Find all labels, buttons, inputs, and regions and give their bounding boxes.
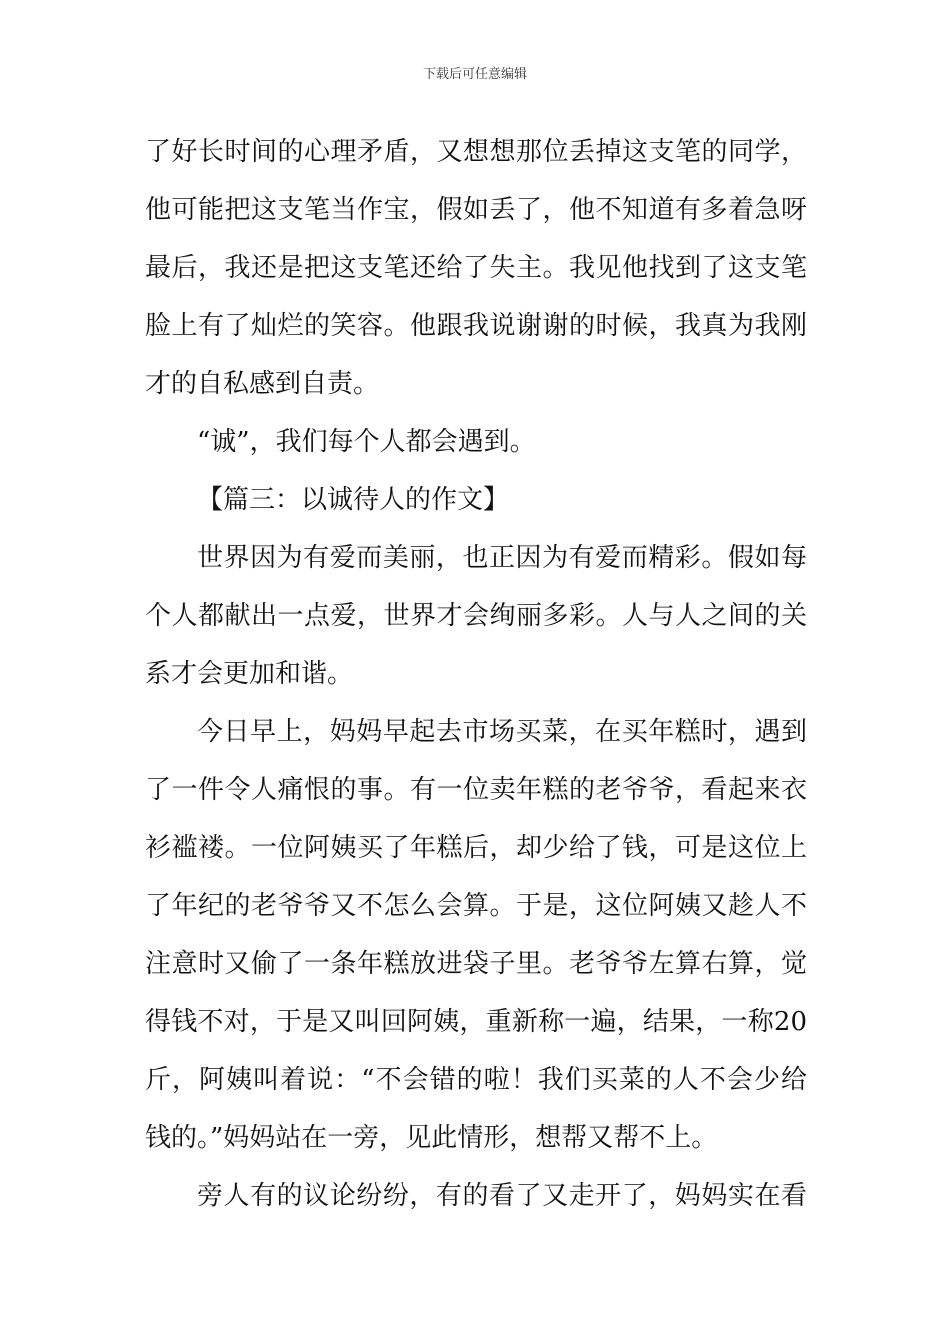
section-heading: 【篇三：以诚待人的作文】: [197, 485, 510, 515]
text-line: 今日早上，妈妈早起去市场买菜，在买年糕时，遇到: [197, 717, 807, 747]
text-line: 才的自私感到自责。: [145, 369, 380, 399]
text-line: 旁人有的议论纷纷，有的看了又走开了，妈妈实在看: [197, 1181, 807, 1211]
page-header: 下载后可任意编辑: [422, 67, 527, 82]
text-line: 脸上有了灿烂的笑容。他跟我说谢谢的时候，我真为我刚: [145, 311, 807, 341]
text-line: 衫褴褛。一位阿姨买了年糕后，却少给了钱，可是这位上: [145, 833, 807, 863]
text-line: 了一件令人痛恨的事。有一位卖年糕的老爷爷，看起来衣: [145, 775, 807, 805]
document-body: [145, 123, 807, 1225]
text-line: 钱的。”妈妈站在一旁，见此情形，想帮又帮不上。: [145, 1123, 718, 1153]
text-line: “诚”，我们每个人都会遇到。: [197, 427, 536, 457]
text-line: 得钱不对，于是又叫回阿姨，重新称一遍，结果，一称20: [145, 1007, 807, 1037]
text-line: 注意时又偷了一条年糕放进袋子里。老爷爷左算右算，觉: [145, 949, 807, 979]
text-line: 最后，我还是把这支笔还给了失主。我见他找到了这支笔: [145, 253, 807, 283]
text-line: 了好长时间的心理矛盾，又想想那位丢掉这支笔的同学，: [145, 137, 807, 167]
text-line: 系才会更加和谐。: [145, 659, 354, 689]
text-line: 他可能把这支笔当作宝，假如丢了，他不知道有多着急呀: [145, 195, 807, 225]
text-line: 了年纪的老爷爷又不怎么会算。于是，这位阿姨又趁人不: [145, 891, 807, 921]
text-line: 个人都献出一点爱，世界才会绚丽多彩。人与人之间的关: [145, 601, 807, 631]
text-line: 斤，阿姨叫着说：“不会错的啦！我们买菜的人不会少给: [145, 1065, 807, 1095]
text-line: 世界因为有爱而美丽，也正因为有爱而精彩。假如每: [197, 543, 807, 573]
